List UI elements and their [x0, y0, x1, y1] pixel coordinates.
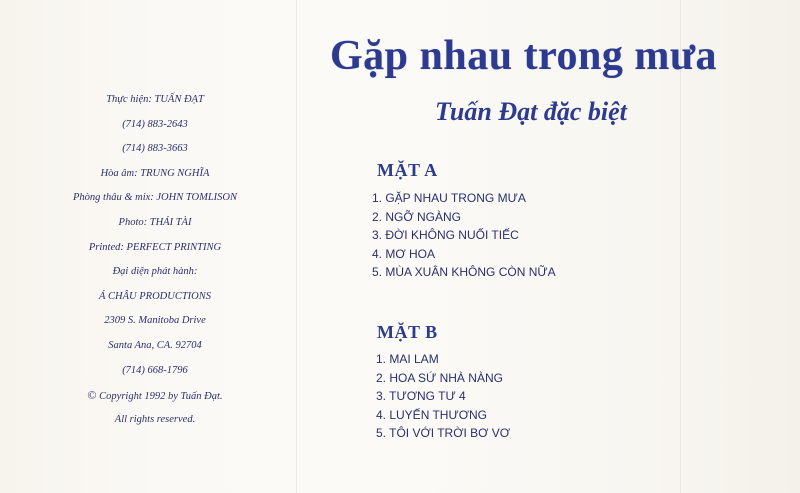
- fold-line: [296, 0, 297, 493]
- track-item: 2. NGỠ NGÀNG: [372, 209, 461, 224]
- credit-distributor-label: Đại diện phát hành:: [112, 266, 198, 278]
- credit-printed: Printed: PERFECT PRINTING: [88, 241, 222, 253]
- credit-phone-3: (714) 668-1796: [122, 364, 188, 376]
- track-item: 3. TƯƠNG TƯ 4: [376, 389, 466, 403]
- credit-copyright: [55, 383, 255, 408]
- side-b-heading: MẶT B: [377, 322, 438, 342]
- credit-address-street: 2309 S. Manitoba Drive: [104, 315, 206, 327]
- side-b-tracklist: [376, 350, 510, 443]
- track-item: 1. GẶP NHAU TRONG MƯA: [372, 191, 526, 205]
- credit-address-city: Santa Ana, CA. 92704: [108, 339, 202, 351]
- credit-photo: Photo: THÁI TÀI: [118, 216, 192, 228]
- side-a-heading: MẶT A: [377, 160, 438, 180]
- credit-phone-2: (714) 883-3663: [122, 143, 188, 155]
- track-item: 1. MAI LAM: [376, 352, 439, 366]
- copyright-text: Copyright 1992 by Tuấn Đạt.: [99, 391, 223, 403]
- credit-rights: All rights reserved.: [114, 413, 196, 425]
- track-item: 4. MƠ HOA: [372, 246, 435, 261]
- album-subtitle: Tuấn Đạt đặc biệt: [435, 97, 627, 126]
- credit-production: Thực hiện: TUẤN ĐẠT: [106, 94, 204, 105]
- track-item: 5. MÙA XUÂN KHÔNG CÒN NỮA: [372, 265, 556, 279]
- track-item: 2. HOA SỨ NHÀ NÀNG: [376, 370, 503, 385]
- credit-phone-1: (714) 883-2643: [122, 118, 188, 130]
- copyright-icon: ©: [87, 388, 97, 403]
- album-title: Gặp nhau trong mưa: [330, 33, 718, 79]
- track-item: 4. LUYẾN THƯƠNG: [376, 407, 488, 422]
- credit-recording: Phòng thâu & mix: JOHN TOMLISON: [72, 192, 237, 204]
- credits-panel: [55, 88, 255, 432]
- side-a-tracklist: [372, 189, 556, 282]
- track-item: 3. ĐỜI KHÔNG NUỐI TIẾC: [372, 228, 519, 242]
- credit-arrangement: Hòa âm: TRUNG NGHĨA: [100, 167, 210, 179]
- track-item: 5. TÔI VỚI TRỜI BƠ VƠ: [376, 426, 511, 440]
- credit-distributor-name: Á CHÂU PRODUCTIONS: [99, 290, 211, 302]
